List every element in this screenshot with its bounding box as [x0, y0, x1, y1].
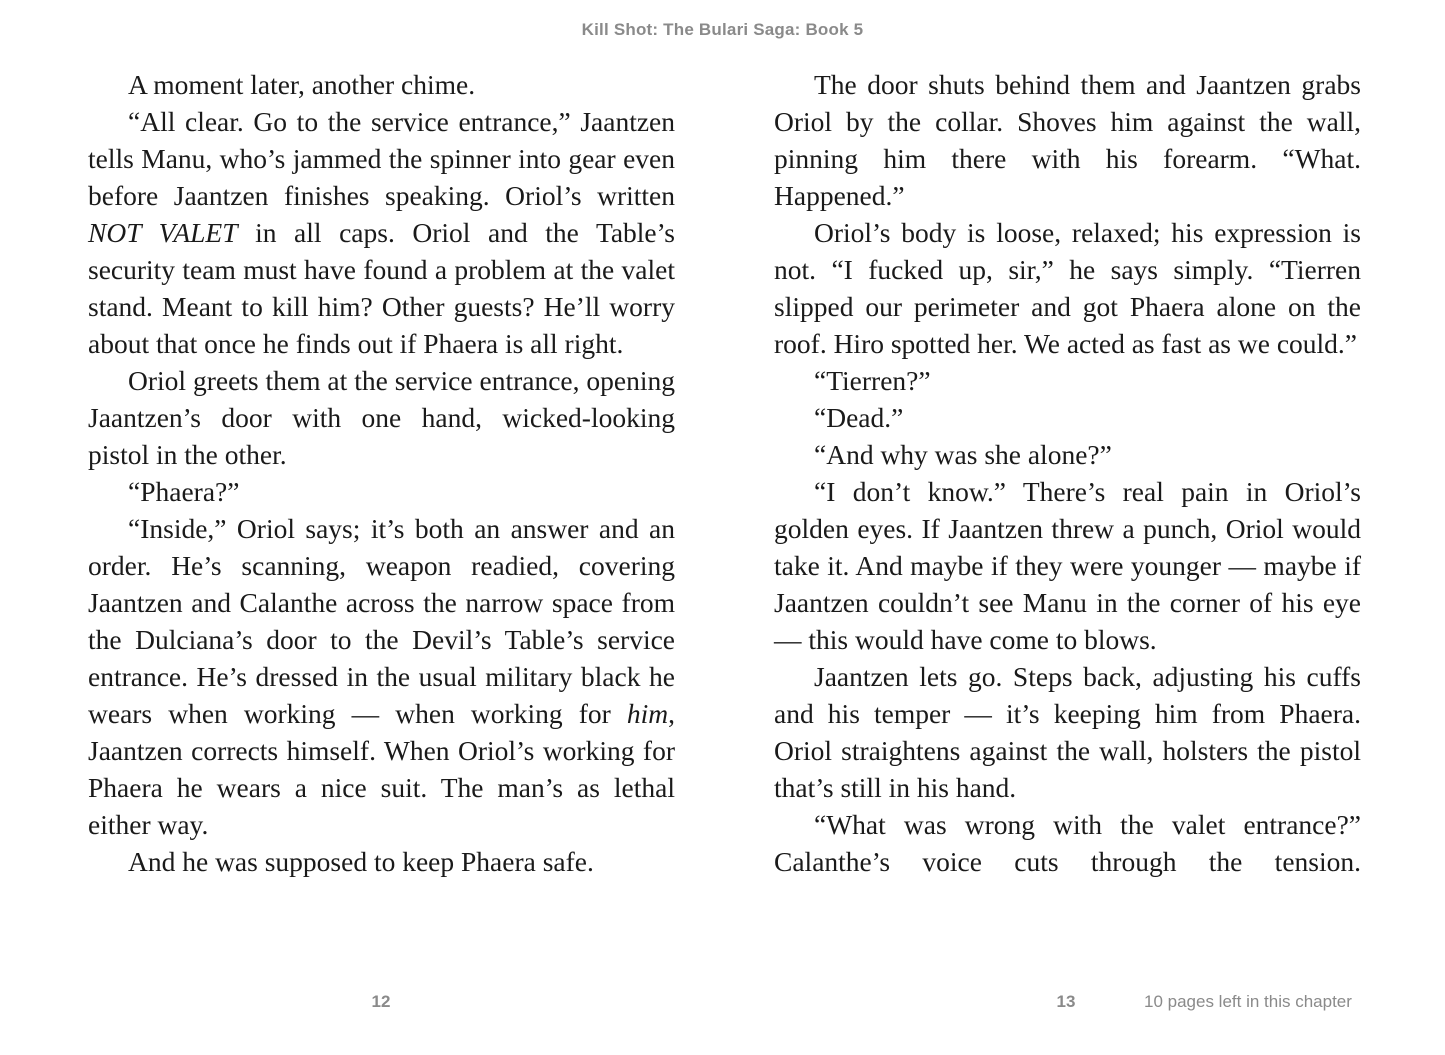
paragraph: Oriol’s body is loose, relaxed; his expression is not. “I fucked up, sir,” he says simply. “Tierren slipped our perimeter and got Phaera alone on the roof. Hiro spotted her. We acted as fast as we could.” — [774, 217, 1361, 359]
right-page-number: 13 — [1056, 992, 1076, 1011]
italic-text: NOT VALET — [88, 217, 238, 248]
paragraph: “I don’t know.” There’s real pain in Oriol’s golden eyes. If Jaantzen threw a punch, Oriol would take it. And maybe if they were younger — maybe if Jaantzen couldn’t see Manu in the corner of his eye — this would have come to blows. — [774, 476, 1361, 655]
paragraph-text: “Inside,” Oriol says; it’s both an answer and an order. He’s scanning, weapon readied, covering Jaantzen and Calanthe across the narrow space from the Dulciana’s door to the Devil’s Table’s service entrance. He’s dressed in the usual military black he wears when working — when working for — [88, 513, 675, 729]
left-page[interactable] — [88, 66, 675, 880]
right-page[interactable] — [774, 66, 1361, 880]
paragraph: “And why was she alone?” — [814, 439, 1112, 470]
italic-text: him — [626, 698, 669, 729]
paragraph: Oriol greets them at the service entrance, opening Jaantzen’s door with one hand, wicked-looking pistol in the other. — [88, 365, 675, 470]
paragraph: And he was supposed to keep Phaera safe. — [128, 846, 594, 877]
paragraph: “Dead.” — [814, 402, 904, 433]
left-page-number: 12 — [371, 992, 391, 1011]
paragraph: “Phaera?” — [128, 476, 240, 507]
pages-left-in-chapter: 10 pages left in this chapter — [1144, 992, 1352, 1011]
book-title: Kill Shot: The Bulari Saga: Book 5 — [581, 20, 864, 39]
paragraph: The door shuts behind them and Jaantzen grabs Oriol by the collar. Shoves him against the wall, pinning him there with his forearm. “What. Happened.” — [774, 69, 1361, 211]
paragraph — [88, 510, 675, 843]
paragraph — [88, 103, 675, 362]
paragraph-text: in all caps. Oriol and the Table’s security team must have found a problem at the valet stand. Meant to kill him? Other guests? He’ll worry about that once he finds out if Phaera is all right. — [88, 217, 675, 359]
paragraph-text: , Jaantzen corrects himself. When Oriol’s working for Phaera he wears a nice suit. The man’s as lethal either way. — [88, 698, 675, 840]
paragraph: Jaantzen lets go. Steps back, adjusting his cuffs and his temper — it’s keeping him from Phaera. Oriol straightens against the wall, holsters the pistol that’s still in his hand. — [774, 661, 1361, 803]
paragraph: “What was wrong with the valet entrance?” Calanthe’s voice cuts through the tension. — [774, 809, 1361, 877]
paragraph: A moment later, another chime. — [128, 69, 476, 100]
paragraph: “Tierren?” — [814, 365, 931, 396]
paragraph-text: “All clear. Go to the service entrance,” Jaantzen tells Manu, who’s jammed the spinner into gear even before Jaantzen finishes speaking. Oriol’s written — [88, 106, 675, 211]
